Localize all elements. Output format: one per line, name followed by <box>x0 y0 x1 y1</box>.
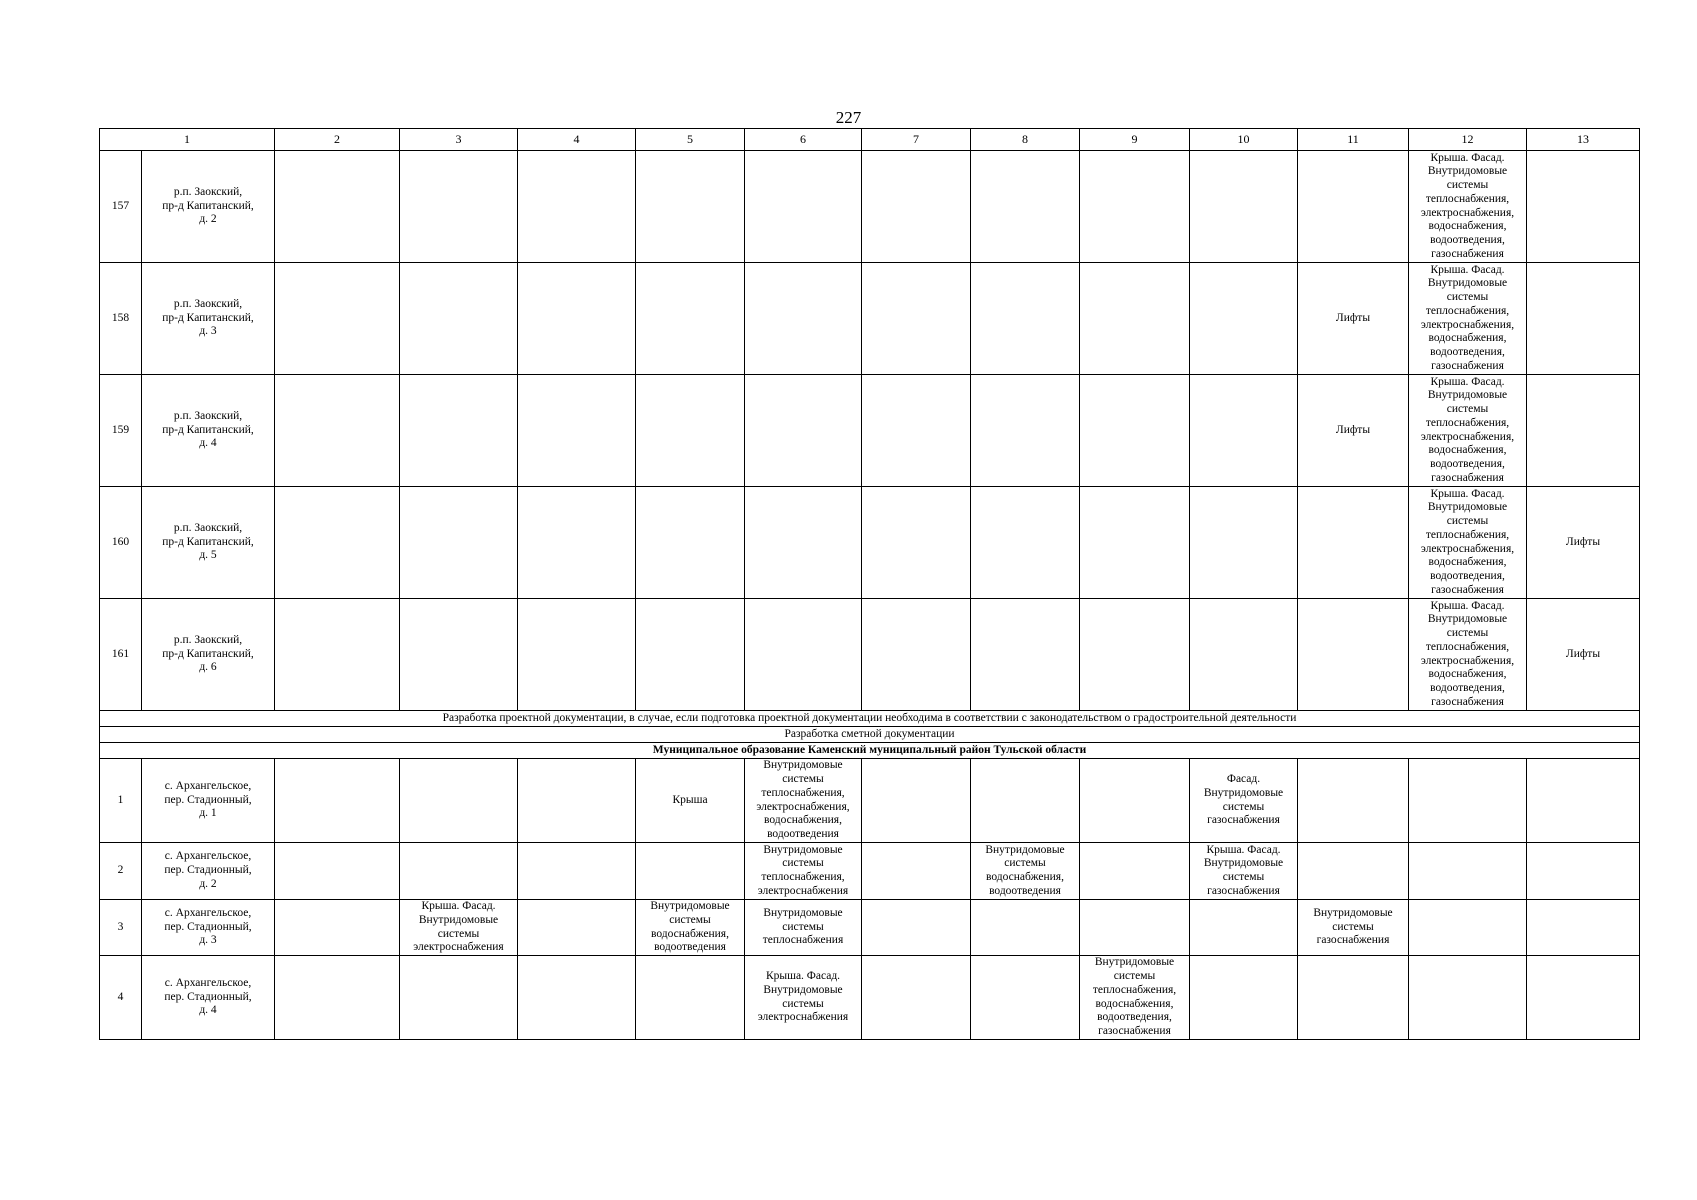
row-address: р.п. Заокский, пр-д Капитанский, д. 6 <box>142 599 275 711</box>
table-cell <box>971 956 1080 1040</box>
table-row <box>100 956 1640 1040</box>
table-row <box>100 375 1640 487</box>
table-row <box>100 263 1640 375</box>
table-cell <box>636 956 745 1040</box>
table-cell <box>971 759 1080 843</box>
table-cell <box>745 263 862 375</box>
table-cell <box>862 487 971 599</box>
municipality-section-title <box>100 743 1640 759</box>
row-address: с. Архангельское, пер. Стадионный, д. 1 <box>142 759 275 843</box>
table-cell <box>275 599 400 711</box>
row-number: 4 <box>100 956 142 1040</box>
table-cell: Крыша. Фасад. Внутридомовые системы теплоснабжения, электроснабжения, водоснабжения, водоотведения, газоснабжения <box>1409 599 1527 711</box>
project-docs-section-row-cell: Разработка проектной документации, в случае, если подготовка проектной документации необходима в соответствии с законодательством о градостроительной деятельности <box>100 711 1640 727</box>
table-cell <box>1080 759 1190 843</box>
column-number-header: 13 <box>1527 129 1640 151</box>
table-cell <box>862 956 971 1040</box>
table-cell <box>1409 759 1527 843</box>
column-number-header: 5 <box>636 129 745 151</box>
table-cell <box>862 759 971 843</box>
column-number-header: 10 <box>1190 129 1298 151</box>
table-cell <box>518 956 636 1040</box>
table-cell <box>275 900 400 956</box>
table-cell <box>1409 900 1527 956</box>
column-number-header: 7 <box>862 129 971 151</box>
table-cell <box>1190 263 1298 375</box>
row-number: 159 <box>100 375 142 487</box>
table-cell <box>862 263 971 375</box>
table-cell: Внутридомовые системы теплоснабжения, водоснабжения, водоотведения, газоснабжения <box>1080 956 1190 1040</box>
table-cell <box>518 900 636 956</box>
table-cell: Внутридомовые системы газоснабжения <box>1298 900 1409 956</box>
table-cell <box>745 375 862 487</box>
table-cell <box>971 375 1080 487</box>
table-cell <box>400 956 518 1040</box>
estimate-docs-section-row-cell: Разработка сметной документации <box>100 727 1640 743</box>
table-cell <box>862 151 971 263</box>
table-cell: Лифты <box>1527 599 1640 711</box>
column-number-header: 11 <box>1298 129 1409 151</box>
row-address: р.п. Заокский, пр-д Капитанский, д. 2 <box>142 151 275 263</box>
row-address: с. Архангельское, пер. Стадионный, д. 3 <box>142 900 275 956</box>
page-number: 227 <box>835 108 862 127</box>
table-cell <box>518 759 636 843</box>
table-cell <box>1298 151 1409 263</box>
table-cell <box>862 900 971 956</box>
table-cell <box>400 759 518 843</box>
table-cell <box>1190 599 1298 711</box>
table-cell <box>1080 151 1190 263</box>
table-cell: Крыша. Фасад. Внутридомовые системы теплоснабжения, электроснабжения, водоснабжения, водоотведения, газоснабжения <box>1409 151 1527 263</box>
table-cell <box>518 599 636 711</box>
table-cell <box>275 487 400 599</box>
column-number-header-row <box>100 129 1640 151</box>
table-cell: Крыша. Фасад. Внутридомовые системы газоснабжения <box>1190 843 1298 900</box>
table-cell <box>636 375 745 487</box>
table-cell <box>636 599 745 711</box>
table-cell: Крыша. Фасад. Внутридомовые системы теплоснабжения, электроснабжения, водоснабжения, водоотведения, газоснабжения <box>1409 375 1527 487</box>
table-cell: Крыша. Фасад. Внутридомовые системы теплоснабжения, электроснабжения, водоснабжения, водоотведения, газоснабжения <box>1409 487 1527 599</box>
table-cell <box>1080 263 1190 375</box>
row-number: 157 <box>100 151 142 263</box>
table-cell <box>1080 487 1190 599</box>
table-cell: Внутридомовые системы теплоснабжения <box>745 900 862 956</box>
table-cell <box>275 956 400 1040</box>
column-number-header: 4 <box>518 129 636 151</box>
table-cell <box>1190 375 1298 487</box>
table-cell: Крыша <box>636 759 745 843</box>
table-cell: Крыша. Фасад. Внутридомовые системы электроснабжения <box>400 900 518 956</box>
table-cell <box>400 487 518 599</box>
table-cell <box>862 843 971 900</box>
table-cell <box>1190 900 1298 956</box>
table-cell <box>400 151 518 263</box>
table-cell <box>518 375 636 487</box>
column-number-header: 3 <box>400 129 518 151</box>
table-cell <box>971 487 1080 599</box>
table-cell <box>275 375 400 487</box>
row-number: 161 <box>100 599 142 711</box>
table-cell <box>1298 843 1409 900</box>
table-cell <box>275 263 400 375</box>
row-number: 1 <box>100 759 142 843</box>
table-cell <box>636 843 745 900</box>
table-cell <box>1298 599 1409 711</box>
table-cell <box>400 263 518 375</box>
table-cell <box>862 375 971 487</box>
table-cell: Лифты <box>1527 487 1640 599</box>
table-cell <box>1298 759 1409 843</box>
table-cell: Внутридомовые системы водоснабжения, водоотведения <box>971 843 1080 900</box>
table-cell <box>400 599 518 711</box>
table-cell <box>745 151 862 263</box>
table-cell <box>1409 956 1527 1040</box>
row-address: р.п. Заокский, пр-д Капитанский, д. 4 <box>142 375 275 487</box>
row-address: р.п. Заокский, пр-д Капитанский, д. 5 <box>142 487 275 599</box>
table-cell <box>1527 759 1640 843</box>
table-cell <box>1527 956 1640 1040</box>
table-cell <box>1080 599 1190 711</box>
table-cell <box>1080 900 1190 956</box>
column-number-header: 6 <box>745 129 862 151</box>
table-row <box>100 843 1640 900</box>
table-cell <box>275 151 400 263</box>
table-cell <box>1527 263 1640 375</box>
table-cell: Лифты <box>1298 263 1409 375</box>
table-cell <box>1527 843 1640 900</box>
table-cell <box>971 599 1080 711</box>
table-cell <box>518 151 636 263</box>
table-cell <box>400 843 518 900</box>
table-cell <box>1190 956 1298 1040</box>
table-cell: Фасад. Внутридомовые системы газоснабжения <box>1190 759 1298 843</box>
table-cell <box>1080 375 1190 487</box>
table-cell <box>745 487 862 599</box>
table-row <box>100 900 1640 956</box>
column-number-header: 2 <box>275 129 400 151</box>
column-number-header: 8 <box>971 129 1080 151</box>
table-cell <box>862 599 971 711</box>
table-cell <box>518 487 636 599</box>
table-cell <box>1190 151 1298 263</box>
row-number: 3 <box>100 900 142 956</box>
row-address: р.п. Заокский, пр-д Капитанский, д. 3 <box>142 263 275 375</box>
table-cell <box>400 375 518 487</box>
table-cell <box>1298 956 1409 1040</box>
table-cell <box>971 263 1080 375</box>
table-cell <box>1527 375 1640 487</box>
table-cell <box>1190 487 1298 599</box>
table-row <box>100 487 1640 599</box>
table-cell <box>971 900 1080 956</box>
estimate-docs-section-row <box>100 727 1640 743</box>
table-row <box>100 151 1640 263</box>
table-row <box>100 759 1640 843</box>
table-cell <box>636 487 745 599</box>
table-cell: Лифты <box>1298 375 1409 487</box>
table-cell <box>518 843 636 900</box>
repair-registry-table <box>99 128 1640 1040</box>
row-number: 2 <box>100 843 142 900</box>
row-number: 160 <box>100 487 142 599</box>
table-cell <box>636 151 745 263</box>
table-row <box>100 599 1640 711</box>
table-cell <box>971 151 1080 263</box>
municipality-section-title-cell: Муниципальное образование Каменский муниципальный район Тульской области <box>100 743 1640 759</box>
table-cell: Внутридомовые системы теплоснабжения, электроснабжения <box>745 843 862 900</box>
table-cell <box>275 759 400 843</box>
table-cell <box>745 599 862 711</box>
table-cell <box>518 263 636 375</box>
row-number: 158 <box>100 263 142 375</box>
table-cell: Внутридомовые системы теплоснабжения, электроснабжения, водоснабжения, водоотведения <box>745 759 862 843</box>
table-body <box>100 129 1640 1040</box>
project-docs-section-row <box>100 711 1640 727</box>
table-cell <box>275 843 400 900</box>
row-address: с. Архангельское, пер. Стадионный, д. 2 <box>142 843 275 900</box>
column-number-header: 1 <box>100 129 275 151</box>
table-cell <box>1527 151 1640 263</box>
table-cell <box>1527 900 1640 956</box>
column-number-header: 12 <box>1409 129 1527 151</box>
column-number-header: 9 <box>1080 129 1190 151</box>
table-cell: Крыша. Фасад. Внутридомовые системы теплоснабжения, электроснабжения, водоснабжения, водоотведения, газоснабжения <box>1409 263 1527 375</box>
table-cell: Крыша. Фасад. Внутридомовые системы электроснабжения <box>745 956 862 1040</box>
row-address: с. Архангельское, пер. Стадионный, д. 4 <box>142 956 275 1040</box>
table-cell: Внутридомовые системы водоснабжения, водоотведения <box>636 900 745 956</box>
table-cell <box>1409 843 1527 900</box>
table-cell <box>636 263 745 375</box>
table-cell <box>1080 843 1190 900</box>
table-cell <box>1298 487 1409 599</box>
